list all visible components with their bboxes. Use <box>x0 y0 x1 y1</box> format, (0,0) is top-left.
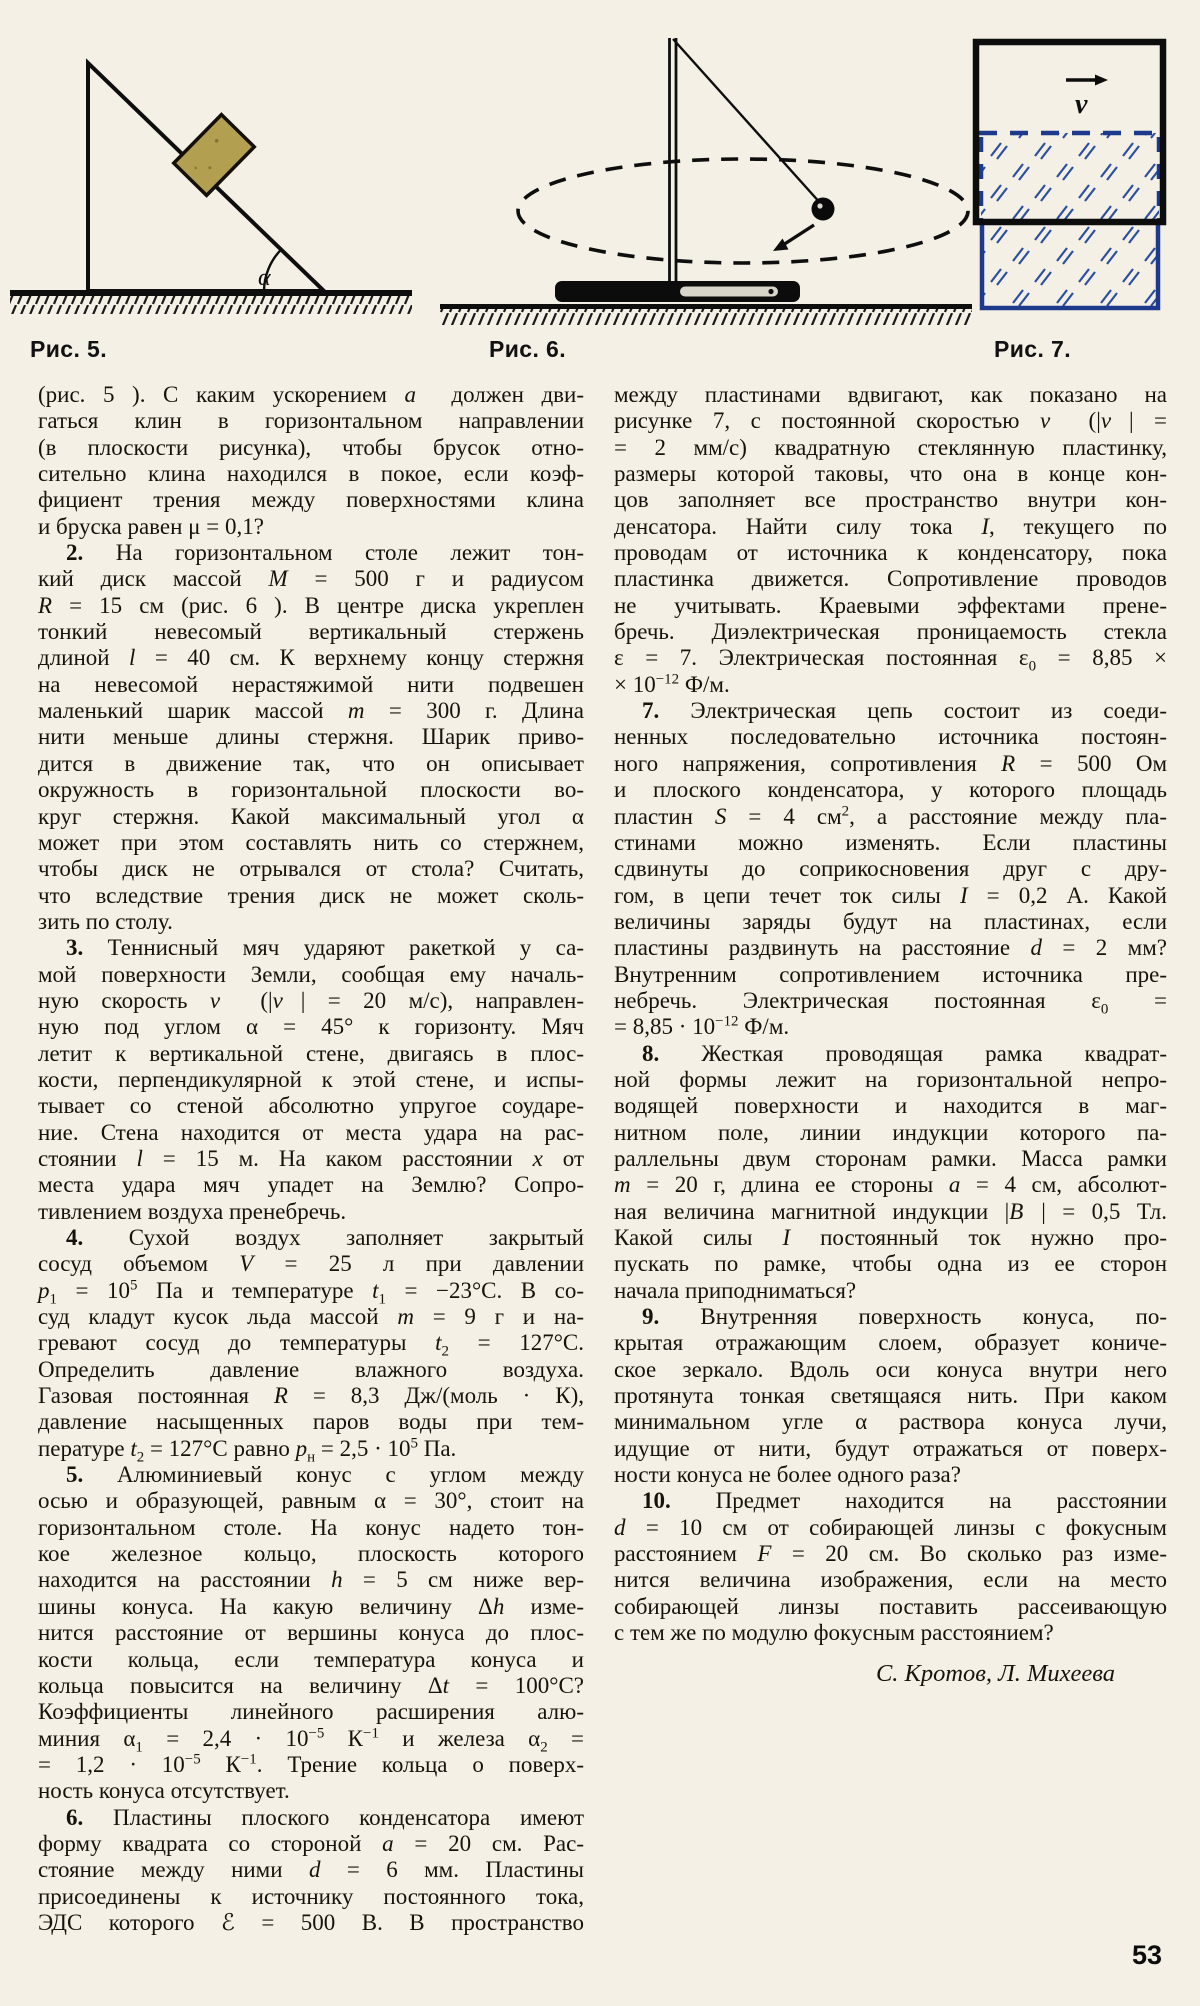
text-line: Какой силы I постоянный ток нужно про- <box>614 1225 1167 1250</box>
text-line: 7. Электрическая цепь состоит из соеди- <box>642 698 1167 724</box>
text-line: гом, в цепи течет ток силы I = 0,2 А. Какой <box>614 882 1167 908</box>
rotation-arrow <box>773 225 814 251</box>
pedestal-disk <box>555 281 800 302</box>
text-line: пускать по рамке, чтобы одна из ее сторон <box>614 1251 1167 1277</box>
text-line: с тем же по модулю фокусным расстоянием? <box>614 1620 1054 1646</box>
text-line: ности конуса не более одного раза? <box>614 1462 961 1488</box>
text-line: дится в движение так, что он описывает <box>38 750 584 776</box>
text-line: миния $\alpha_1 = 2,4 \cdot 10^{-5}$ $К^{-1}$ и железа $\alpha_2$ = <box>38 1724 584 1756</box>
text-line: водящей поверхности и находится в маг- <box>614 1093 1167 1119</box>
text-line: окружность в горизонтальной плоскости во- <box>38 777 584 803</box>
text-line: крытая отражающим слоем, образует кониче- <box>614 1330 1167 1356</box>
text-line: ность конуса отсутствует. <box>38 1778 290 1804</box>
text-line: = $1,2 \cdot 10^{-5}$ $К^{-1}$. Трение кольца о поверх- <box>38 1751 585 1777</box>
text-line: R = 15 см (рис. 6 ). В центре диска укреплен <box>38 592 584 618</box>
page-number: 53 <box>1132 1940 1163 1970</box>
text-line: давление насыщенных паров воды при тем- <box>38 1409 584 1435</box>
text-line: собирающей линзы поставить рассеивающую <box>614 1593 1167 1619</box>
text-line: ной формы лежит на горизонтальной непро- <box>614 1066 1167 1092</box>
ground-hatch <box>10 290 412 314</box>
text-line: сдвинуты до соприкосновения друг с дру- <box>614 856 1167 882</box>
text-line: размеры которой таковы, что она в конце кон- <box>614 461 1167 487</box>
text-line: Определить давление влажного воздуха. <box>38 1356 584 1382</box>
string <box>673 39 822 205</box>
text-line: и плоского конденсатора, у которого площадь <box>614 777 1167 803</box>
text-line: минимальном угле α раствора конуса лучи, <box>614 1409 1167 1435</box>
figure-5-caption: Рис. 5. <box>30 336 108 362</box>
text-line: кольца повысится на величину Δt = 100°С? <box>38 1672 584 1698</box>
text-line: денсатора. Найти силу тока I, текущего по <box>614 513 1168 539</box>
text-line: стинами можно изменять. Если пластины <box>614 829 1167 855</box>
text-line: не учитывать. Краевыми эффектами прене- <box>614 592 1167 618</box>
text-line: = $8,85 \cdot 10^{-12}$ Ф/м. <box>614 1013 790 1040</box>
text-line: × $10^{-12}$ Ф/м. <box>614 671 730 697</box>
text-line: летит к вертикальной стене, двигаясь в плос- <box>38 1040 584 1066</box>
text-line: (рис. 5 ). С каким ускорением a⃗ должен дви- <box>38 382 584 407</box>
text-line: нити меньше длины стержня. Шарик приво- <box>38 724 584 750</box>
text-line: между пластинами вдвигают, как показано на <box>614 382 1167 407</box>
text-line: мой поверхности Земли, сообщая ему началь- <box>38 961 584 987</box>
ground-hatch <box>440 304 972 325</box>
text-line: идущие от нити, будут отражаться от поверх- <box>614 1435 1167 1461</box>
text-line: цов заполняет все пространство внутри кон- <box>614 487 1167 513</box>
text-line: суд кладут кусок льда массой m = 9 г и на- <box>38 1304 585 1330</box>
text-line: величины заряды будут на пластинах, если <box>614 908 1167 934</box>
left-text-column <box>38 382 584 1936</box>
authors-signature: С. Кротов, Л. Михеева <box>875 1660 1115 1687</box>
text-line: находится на расстоянии h = 5 см ниже вер- <box>38 1567 584 1593</box>
velocity-arrow <box>1066 75 1108 86</box>
text-line: стояние между ними d = 6 мм. Пластины <box>38 1857 584 1883</box>
text-line: (в плоскости рисунка), чтобы брусок отно- <box>38 434 584 460</box>
text-line: ние. Стена находится от места удара на рас- <box>38 1119 584 1145</box>
text-line: m = 20 г, длина ее стороны a = 4 см, абсолют- <box>614 1172 1168 1198</box>
text-line: ЭДС которого ℰ = 500 В. В пространство <box>38 1909 584 1935</box>
velocity-label: v <box>1075 89 1088 120</box>
text-line: ного напряжения, сопротивления R = 500 Ом <box>614 750 1168 776</box>
text-line: Внутренним сопротивлением источника пре- <box>614 961 1167 987</box>
text-line: зить по столу. <box>38 908 173 934</box>
text-line: нитном поле, линии индукции которого па- <box>614 1119 1167 1145</box>
ball <box>812 198 835 221</box>
text-line: ε = 7. Электрическая постоянная $\varepsilon_0 = 8,85$ × <box>614 645 1168 676</box>
text-line: длиной l = 40 см. К верхнему концу стержня <box>38 645 585 671</box>
figure-6-caption: Рис. 6. <box>489 336 567 362</box>
text-line: круг стержня. Какой максимальный угол α <box>38 803 584 829</box>
text-line: кости кольца, если температура конуса и <box>38 1646 584 1672</box>
text-line: места удара мяч упадет на Землю? Сопро- <box>38 1172 584 1198</box>
right-text-column <box>614 382 1167 1647</box>
text-line: сосуд объемом V = 25 л при давлении <box>38 1251 584 1277</box>
text-line: маленький шарик массой m = 300 г. Длина <box>38 698 584 724</box>
text-line: нится расстояние от вершины конуса до плос- <box>38 1620 584 1646</box>
figure-6-rotating-ball-diagram <box>440 25 980 325</box>
text-line: пластины раздвинуть на расстояние d = 2 мм? <box>614 935 1167 961</box>
text-line: сительно клина находился в покое, если коэф- <box>38 461 584 487</box>
text-line: 4. Сухой воздух заполняет закрытый <box>66 1225 584 1250</box>
text-line: осью и образующей, равным α = 30°, стоит на <box>38 1488 584 1514</box>
text-line: проводам от источника к конденсатору, пока <box>614 540 1167 566</box>
text-line: гаться клин в горизонтальном направлении <box>38 408 584 434</box>
text-line: что вследствие трения диск не может сколь- <box>38 882 584 908</box>
text-line: бречь. Диэлектрическая проницаемость стекла <box>614 619 1167 645</box>
text-line: чтобы диск не отрывался от стола? Считать, <box>38 856 584 882</box>
figure-7-caption: Рис. 7. <box>994 336 1072 362</box>
text-line: = 2 мм/с) квадратную стеклянную пластинку, <box>614 434 1167 460</box>
text-line: тивлением воздуха пренебречь. <box>38 1198 347 1224</box>
text-line: гревают сосуд до температуры $t_2 = 127^\circ С$. <box>38 1330 584 1360</box>
text-line: 9. Внутренняя поверхность конуса, по- <box>642 1304 1167 1330</box>
text-line: 3. Теннисный мяч ударяют ракеткой у са- <box>66 935 584 961</box>
text-line: 10. Предмет находится на расстоянии <box>642 1488 1167 1514</box>
text-line: d = 10 см от собирающей линзы с фокусным <box>614 1514 1167 1540</box>
text-line: раллельны двум сторонам рамки. Масса рамки <box>614 1145 1167 1171</box>
text-line: форму квадрата со стороной a = 20 см. Рас- <box>38 1830 585 1856</box>
text-line: 6. Пластины плоского конденсатора имеют <box>66 1804 584 1830</box>
text-line: ную под углом α = 45° к горизонту. Мяч <box>38 1014 584 1040</box>
text-line: 5. Алюминиевый конус с углом между <box>66 1462 584 1488</box>
text-line: кий диск массой M = 500 г и радиусом <box>38 566 584 592</box>
text-line: ная величина магнитной индукции |B⃗| = 0,5 Тл. <box>614 1198 1167 1224</box>
text-line: ненных последовательно источника постоян- <box>614 724 1167 750</box>
text-line: нится величина изображения, если на место <box>614 1567 1167 1593</box>
text-line: начала приподниматься? <box>614 1277 857 1303</box>
text-line: на невесомой нерастяжимой нити подвешен <box>38 671 584 697</box>
text-line: присоединены к источнику постоянного тока, <box>38 1883 584 1909</box>
text-line: тонкий невесомый вертикальный стержень <box>38 619 584 645</box>
text-line: 2. На горизонтальном столе лежит тон- <box>66 540 584 566</box>
text-line: и бруска равен μ = 0,1? <box>38 513 264 539</box>
text-line: стоянии l = 15 м. На каком расстоянии x от <box>38 1145 584 1171</box>
text-line: пластинка движется. Сопротивление проводов <box>614 566 1167 592</box>
text-line: протянута тонкая светящаяся нить. При каком <box>614 1383 1167 1409</box>
text-line: тывает со стеной абсолютно упругое соударе- <box>38 1093 584 1119</box>
text-line: рисунке 7, с постоянной скоростью v⃗ (|v⃗| = <box>614 408 1168 434</box>
text-line: расстоянием F = 20 см. Во сколько раз изме- <box>614 1541 1167 1567</box>
text-line: кости, перпендикулярной к этой стене, и испы- <box>38 1066 584 1092</box>
figure-5-wedge-diagram <box>8 35 428 335</box>
text-line: Коэффициенты линейного расширения алю- <box>38 1699 584 1725</box>
text-line: 8. Жесткая проводящая рамка квадрат- <box>642 1040 1167 1066</box>
text-line: $p_1 = 10^5$ Па и температуре $t_1 = -23^\circ С$. В со- <box>38 1277 584 1308</box>
text-line: пературе $t_2 = 127^\circ С$ равно $p_н = 2,5 \cdot 10^5$ Па. <box>38 1435 457 1466</box>
figure-7-capacitor-glass-plate-diagram <box>965 35 1180 327</box>
orbit-ellipse <box>518 159 968 263</box>
text-line: может при этом составлять нить со стержнем, <box>38 829 584 855</box>
text-line: ную скорость v⃗ (|v⃗| = 20 м/с), направлен- <box>38 987 584 1013</box>
text-line: горизонтальном столе. На конус надето тон- <box>38 1514 584 1540</box>
text-line: Газовая постоянная R = 8,3 Дж/(моль · К), <box>38 1383 584 1409</box>
text-line: небречь. Электрическая постоянная $\varepsilon_0$ = <box>614 987 1167 1018</box>
text-line: шины конуса. На какую величину Δh изме- <box>38 1593 584 1619</box>
text-line: фициент трения между поверхностями клина <box>38 487 584 513</box>
text-line: пластин S = 4 $см^2$, а расстояние между пла- <box>614 802 1168 829</box>
text-line: кое железное кольцо, плоскость которого <box>38 1541 584 1567</box>
text-line: ское зеркало. Вдоль оси конуса внутри него <box>614 1356 1167 1382</box>
angle-alpha-label: α <box>258 265 271 291</box>
